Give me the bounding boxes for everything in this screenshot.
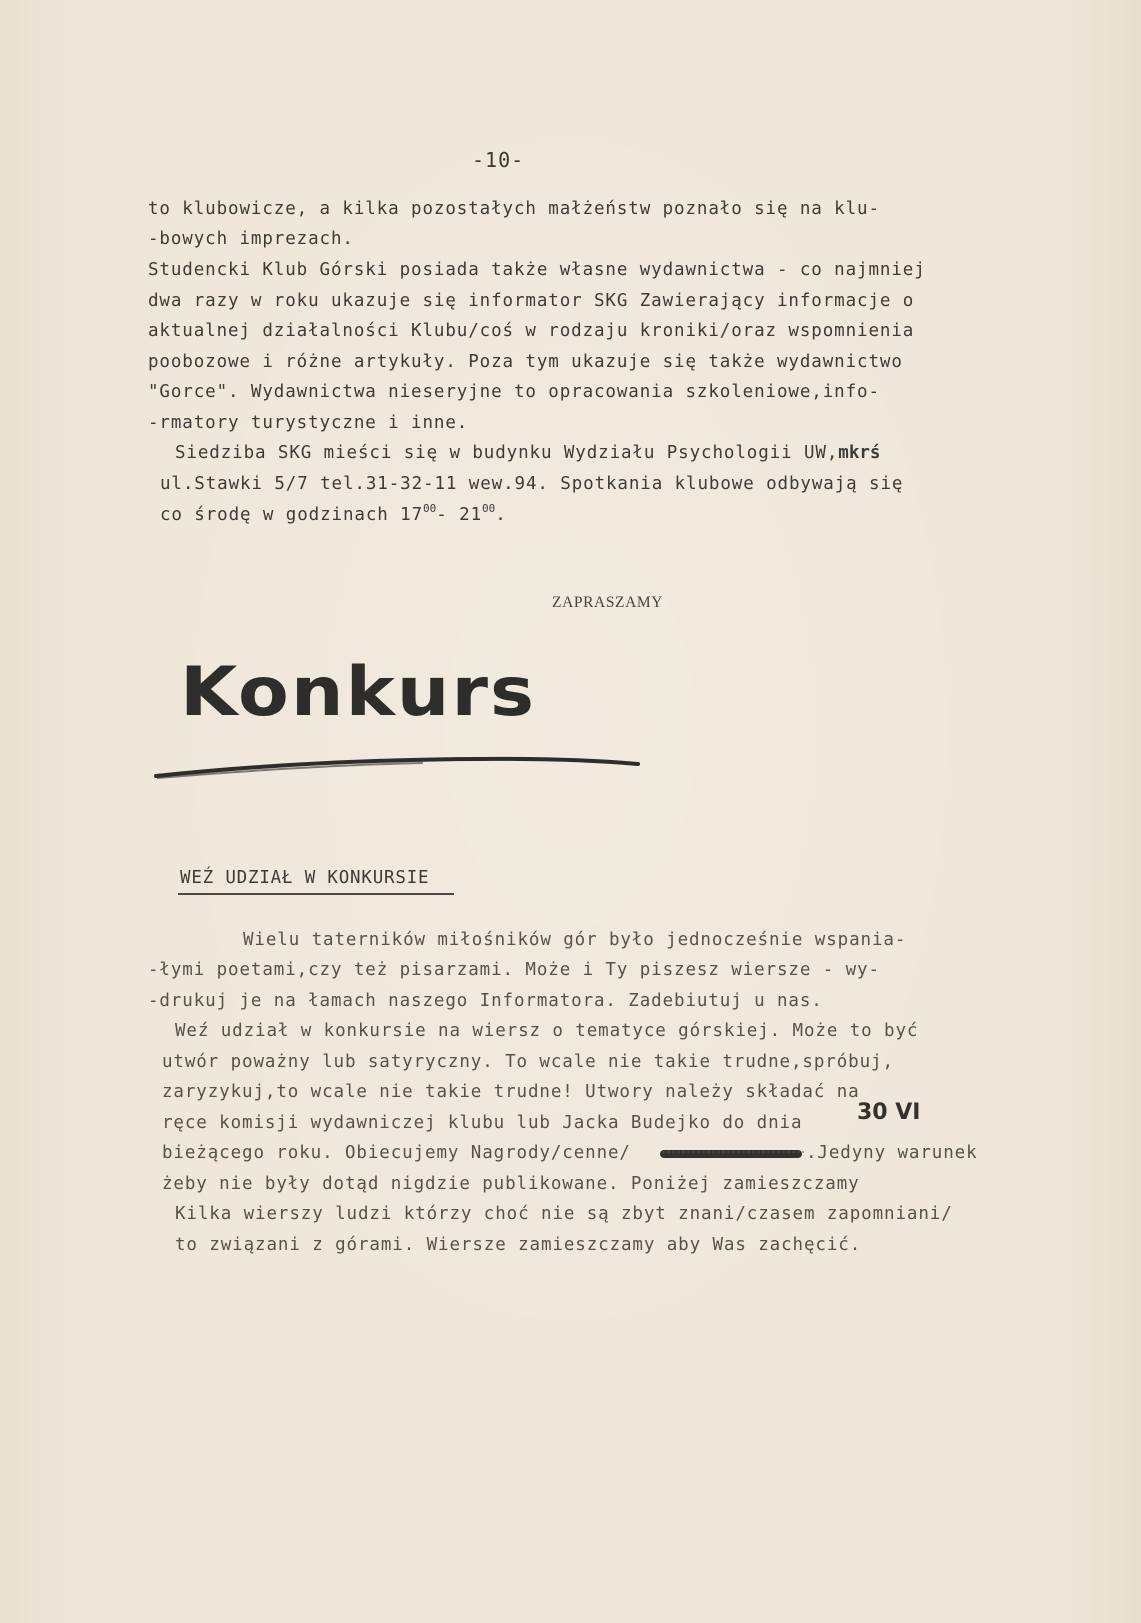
text-line: -rmatory turystyczne i inne. <box>148 413 469 433</box>
hours-mid: - 21 <box>436 505 483 525</box>
text-line: ul.Stawki 5/7 tel.31-32-11 wew.94. Spotkania klubowe odbywają się <box>160 474 904 494</box>
text-line: Kilka wierszy ludzi którzy choć nie są zbyt znani/czasem zapomniani/ <box>175 1204 953 1224</box>
hours-sup: 00 <box>423 502 437 515</box>
text-line: "Gorce". Wydawnictwa nieseryjne to opracowania szkoleniowe,info- <box>148 382 880 402</box>
section-heading: WEŹ UDZIAŁ W KONKURSIE <box>180 868 430 888</box>
text-line: -drukuj je na łamach naszego Informatora. Zadebiutuj u nas. <box>148 991 823 1011</box>
address-text: Siedziba SKG mieści się w budynku Wydziału Psychologii UW, <box>175 443 839 463</box>
invite-text: ZAPRASZAMY <box>552 594 664 611</box>
text-line: utwór poważny lub satyryczny. To wcale nie takie trudne,spróbuj, <box>162 1052 894 1072</box>
text-line: Wielu taterników miłośników gór było jednocześnie wspania- <box>243 930 907 950</box>
hours-sup: 00 <box>482 502 496 515</box>
konkurs-underline <box>152 748 642 782</box>
section-underline <box>178 893 454 895</box>
handwritten-date: 30 VI <box>857 1100 921 1125</box>
struck-text: mkrś <box>838 443 881 463</box>
redacted-text <box>658 1145 806 1163</box>
text-line: -bowych imprezach. <box>148 229 354 249</box>
konkurs-title: Konkurs <box>180 652 536 732</box>
text-line: ręce komisji wydawniczej klubu lub Jacka Budejko do dnia <box>162 1113 803 1133</box>
text-line-address <box>175 443 880 463</box>
text-line: żeby nie były dotąd nigdzie publikowane. Poniżej zamieszczamy <box>162 1174 860 1194</box>
hours-prefix: co środę w godzinach 17 <box>160 505 424 525</box>
text-line: to związani z górami. Wiersze zamieszczamy aby Was zachęcić. <box>175 1235 862 1255</box>
text-line: .Jedyny warunek <box>806 1143 978 1163</box>
text-line: bieżącego roku. Obiecujemy Nagrody/cenne/ <box>162 1143 631 1163</box>
text-line: Studencki Klub Górski posiada także własne wydawnictwa - co najmniej <box>148 260 926 280</box>
text-line: poobozowe i różne artykuły. Poza tym ukazuje się także wydawnictwo <box>148 352 903 372</box>
text-line: -łymi poetami,czy też pisarzami. Może i Ty piszesz wiersze - wy- <box>148 960 880 980</box>
text-line: zaryzykuj,to wcale nie takie trudne! Utwory należy składać na <box>162 1082 860 1102</box>
meeting-hours-line <box>160 502 507 525</box>
text-line: Weź udział w konkursie na wiersz o tematyce górskiej. Może to być <box>175 1021 919 1041</box>
text-line: aktualnej działalności Klubu/coś w rodzaju kroniki/oraz wspomnienia <box>148 321 915 341</box>
page-number: -10- <box>472 148 525 172</box>
text-line: dwa razy w roku ukazuje się informator SKG Zawierający informacje o <box>148 291 915 311</box>
hours-suffix: . <box>495 505 507 525</box>
text-line: to klubowicze, a kilka pozostałych małżeństw poznało się na klu- <box>148 199 880 219</box>
